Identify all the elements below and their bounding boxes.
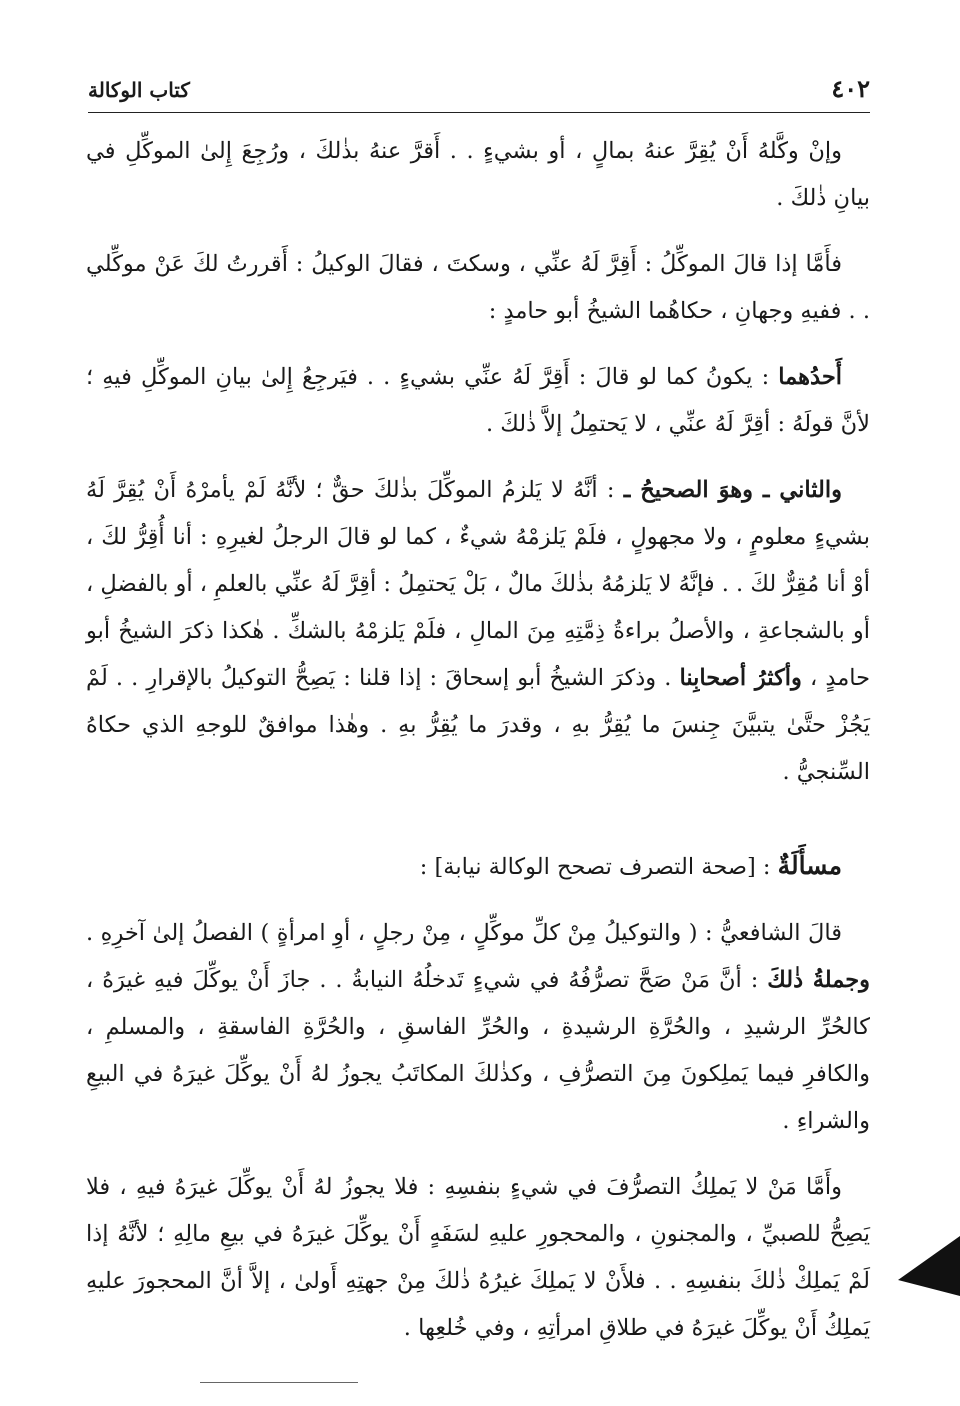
masala-heading (86, 842, 870, 891)
first-opinion-label: أَحدُهما (778, 364, 842, 390)
masala-title: : [صحة التصرف تصحح الوكالة نيابة] : (419, 854, 771, 880)
paragraph (86, 241, 870, 335)
book-title: كتاب الوكالة (88, 78, 190, 102)
page-number: ٤٠٢ (831, 74, 870, 103)
bold-phrase: وجملةُ ذٰلكَ (767, 967, 871, 993)
paragraph-text: : أنَّهُ لا يَلزمُ الموكِّلَ بذٰلكَ حقٌّ ؛ لأنَّهُ لَمْ يأمرْهُ أَنْ يُقِرَّ لَهُ بشيءٍ معلومٍ ، ولا مجهولٍ ، فلَمْ يَلزمْهُ شيءٌ ، كما لو قالَ الرجلُ لغيرِهِ : أنا أُقِرُّ لكَ ، أوْ أنا مُقِرٌّ لكَ . . فإنَّهُ لا يَلزمُهُ بذٰلكَ مالٌ ، بَلْ يَحتمِلُ : أقِرَّ لَهُ عنِّي بالعلمِ ، أو بالفضلِ ، أو بالشجاعةِ ، والأصلُ براءةُ ذِمَّتِهِ مِنَ المالِ ، فلَمْ يَلزمْهُ بالشكِّ . هٰكذا ذكرَ الشيخُ أبو حامدٍ ، (86, 477, 871, 691)
second-opinion-label: والثاني ـ وهوَ الصحيحُ ـ (623, 477, 843, 503)
footnote-rule (200, 1382, 358, 1383)
running-header (88, 72, 870, 113)
page-corner-mark (898, 1236, 960, 1296)
paragraph (86, 467, 870, 796)
paragraph-text: : يكونُ كما لو قالَ : أَقِرَّ لَهُ عنِّي بشيءٍ . . فيَرجِعُ إِلىٰ بيانِ الموكِّلِ فيهِ ؛ لأنَّ قولَهُ : أقِرَّ لَهُ عنِّي ، لا يَحتمِلُ إلاَّ ذٰلكَ . (86, 364, 870, 437)
paragraph (86, 354, 870, 448)
masala-label: مسأَلَةٌ (777, 851, 842, 880)
paragraph-text: وأَمَّا مَنْ لا يَملِكُ التصرُّفَ في شيءٍ بنفسِهِ : فلا يجوزُ لهُ أَنْ يوكِّلَ غيرَهُ فيهِ ، فلا يَصِحُّ للصبيِّ ، والمجنونِ ، والمحجورِ عليهِ لسَفَهٍ أَنْ يوكِّلَ غيرَهُ في بيعِ مالِهِ ؛ لأنَّهُ إذا لَمْ يَملِكْ ذٰلكَ بنفسِهِ . . فلأَنْ لا يَملِكَ غيرُهُ ذٰلكَ مِنْ جهتِهِ أَولىٰ ، إلاَّ أنَّ المحجورَ عليهِ يَملِكُ أَنْ يوكِّلَ غيرَهُ في طلاقِ امرأتِهِ ، وفي خُلعِها . (86, 1174, 870, 1341)
paragraph-text: وإنْ وكَّلهُ أَنْ يُقِرَّ عنهُ بمالٍ ، أو بشيءٍ . . أَقرَّ عنهُ بذٰلكَ ، ورُجِعَ إِلىٰ الموكِّلِ في بيانِ ذٰلكَ . (86, 138, 870, 211)
paragraph-text: قالَ الشافعيُّ : ( والتوكيلُ مِنْ كلِّ موكِّلٍ ، مِنْ رجلٍ ، أوِ امرأةٍ ) الفصلُ إلىٰ آخرِهِ . (86, 920, 842, 946)
paragraph-text: . وذكرَ الشيخُ أبو إسحاقَ : إذا قلنا : يَصِحُّ التوكيلُ بالإقرارِ . . لَمْ يَجُزْ حتَّىٰ يتبيَّنَ جِنسَ ما يُقِرُّ بهِ ، وقدرَ ما يُقِرُّ بهِ . وهٰذا موافقٌ للوجهِ الذي حكاهُ السِّنجيُّ . (86, 665, 870, 785)
paragraph (86, 1164, 870, 1352)
bold-phrase: وأكثرُ أصحابِنا (679, 665, 802, 691)
paragraph-text: فأَمَّا إذا قالَ الموكِّلُ : أَقِرَّ لَهُ عنِّي ، وسكتَ ، فقالَ الوكيلُ : أَقررتُ لكَ عَنْ موكِّلي . . ففيهِ وجهانِ ، حكاهُما الشيخُ أبو حامدٍ : (86, 251, 870, 324)
paragraph-text: : أنَّ مَنْ صَحَّ تصرُّفُهُ في شيءٍ تَدخلُهُ النيابةُ . . جازَ أَنْ يوكِّلَ فيهِ غيرَهُ ، كالحُرِّ الرشيدِ ، والحُرَّةِ الرشيدةِ ، والحُرِّ الفاسقِ ، والحُرَّةِ الفاسقةِ ، والمسلمِ ، والكافرِ فيما يَملِكونَ مِنَ التصرُّفِ ، وكذٰلكَ المكاتَبُ يجوزُ لهُ أَنْ يوكِّلَ غيرَهُ في البيعِ والشراءِ . (86, 967, 870, 1134)
paragraph (86, 910, 870, 1145)
paragraph (86, 128, 870, 222)
main-text (86, 128, 870, 1371)
